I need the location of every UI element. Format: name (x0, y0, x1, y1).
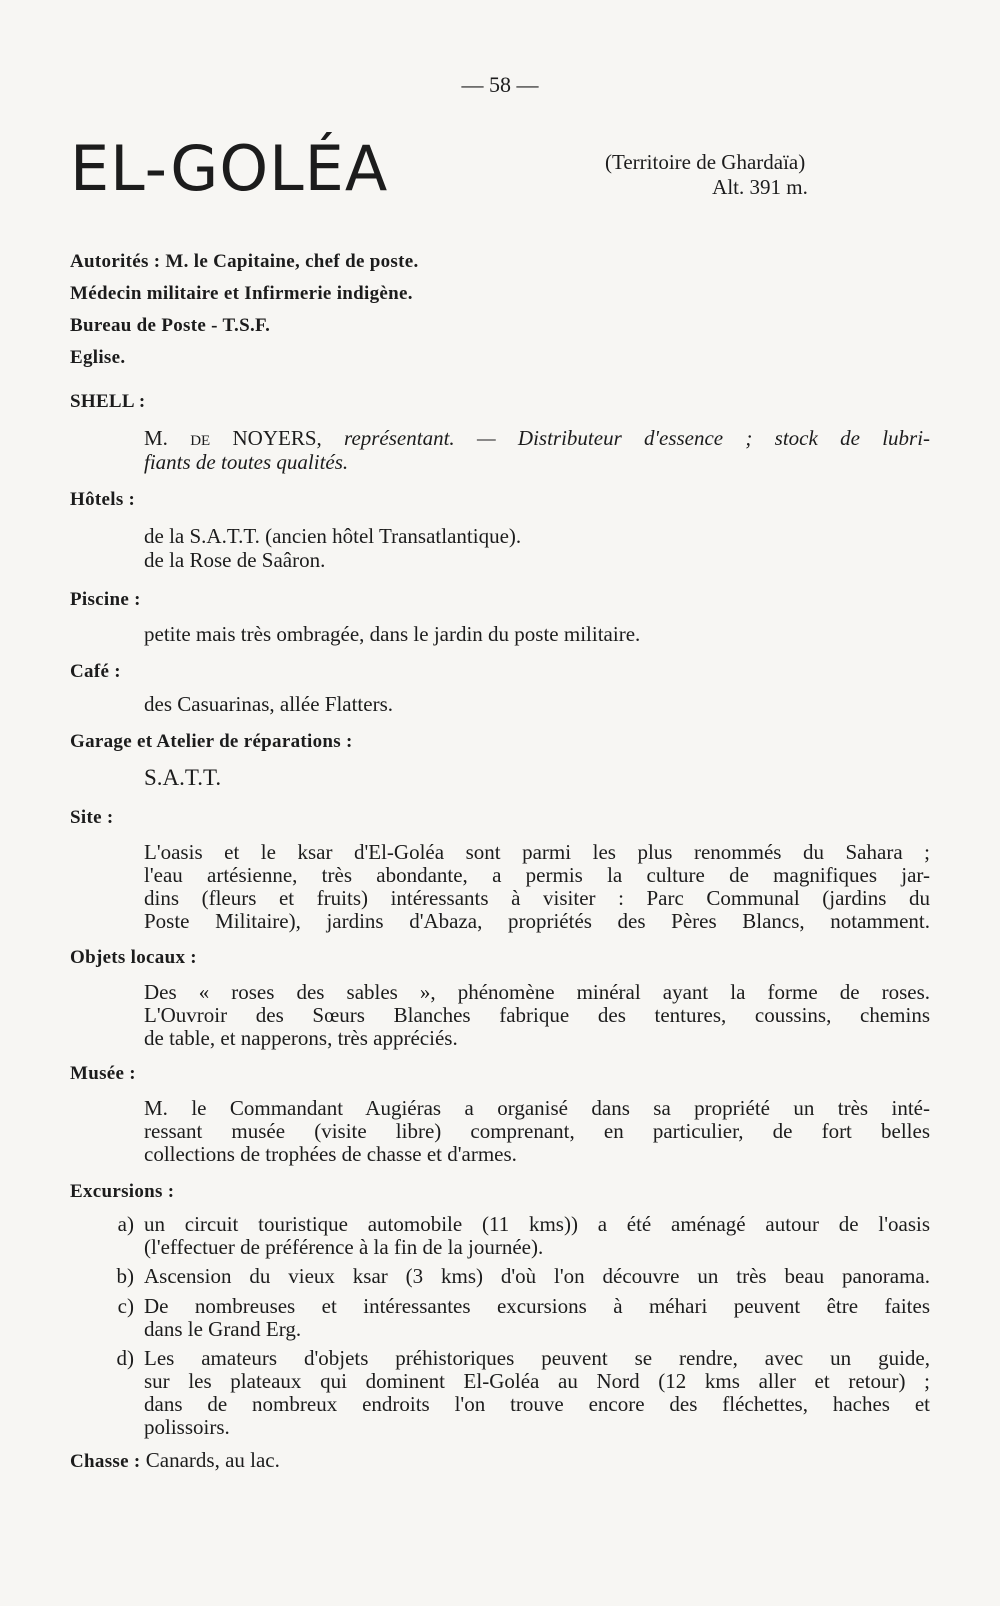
musee-line: ressant musée (visite libre) comprenant, en particulier, de fort belles (144, 1119, 930, 1143)
musee-line: M. le Commandant Augiéras a organisé dans sa propriété un très inté- (144, 1096, 930, 1120)
site-line: l'eau artésienne, très abondante, a permis la culture de magnifiques jar- (144, 863, 930, 887)
item-line: Ascension du vieux ksar (3 kms) d'où l'on découvre un très beau panorama. (144, 1264, 930, 1288)
chasse-heading: Chasse : (70, 1451, 141, 1472)
territory-name: (Territoire de Ghardaïa) (605, 150, 806, 174)
site-line: Poste Militaire), jardins d'Abaza, propriétés des Pères Blancs, notamment. (144, 909, 930, 933)
territory-block (605, 150, 885, 200)
authorities-line: Autorités : M. le Capitaine, chef de poste. (70, 251, 419, 272)
item-line: dans le Grand Erg. (144, 1317, 302, 1341)
item-line: dans de nombreux endroits l'on trouve encore des fléchettes, haches et (144, 1392, 930, 1416)
item-line: un circuit touristique automobile (11 kms)) a été aménagé autour de l'oasis (144, 1212, 930, 1236)
item-line: polissoirs. (144, 1415, 230, 1439)
shell-role: représentant. (344, 426, 455, 450)
chasse-line (70, 1448, 280, 1474)
shell-prefix: M. (144, 426, 168, 450)
shell-heading: SHELL : (70, 391, 146, 412)
shell-line-2: fiants de toutes qualités. (144, 450, 349, 474)
item-letter: a) (117, 1212, 134, 1236)
eglise-line: Eglise. (70, 347, 126, 368)
item-line: sur les plateaux qui dominent El-Goléa au Nord (12 kms aller et retour) ; (144, 1369, 930, 1393)
hotels-heading: Hôtels : (70, 489, 136, 510)
objets-heading: Objets locaux : (70, 947, 197, 968)
bureau-line: Bureau de Poste - T.S.F. (70, 315, 271, 336)
medecin-line: Médecin militaire et Infirmerie indigène. (70, 283, 413, 304)
piscine-heading: Piscine : (70, 589, 141, 610)
item-line: (l'effectuer de préférence à la fin de la journée). (144, 1235, 544, 1259)
hotels-line-2: de la Rose de Saâron. (144, 548, 326, 572)
excursions-heading: Excursions : (70, 1181, 175, 1202)
garage-heading: Garage et Atelier de réparations : (70, 731, 353, 752)
shell-distributor: — Distributeur d'essence ; stock de lubri- (476, 426, 931, 450)
objets-line: Des « roses des sables », phénomène minéral ayant la forme de roses. (144, 980, 930, 1004)
item-letter: d) (116, 1346, 134, 1370)
page-title: EL-GOLÉA (70, 132, 389, 205)
site-heading: Site : (70, 807, 114, 828)
garage-text: S.A.T.T. (144, 765, 222, 790)
hotels-line-1: de la S.A.T.T. (ancien hôtel Transatlantique). (144, 524, 522, 548)
shell-line-1 (144, 426, 930, 450)
site-line: L'oasis et le ksar d'El-Goléa sont parmi les plus renommés du Sahara ; (144, 840, 930, 864)
shell-particle: de (190, 426, 211, 450)
cafe-text: des Casuarinas, allée Flatters. (144, 692, 394, 716)
objets-line: de table, et napperons, très appréciés. (144, 1026, 458, 1050)
item-letter: c) (117, 1294, 134, 1318)
cafe-heading: Café : (70, 661, 121, 682)
page-number: — 58 — (461, 72, 539, 97)
item-line: Les amateurs d'objets préhistoriques peuvent se rendre, avec un guide, (144, 1346, 930, 1370)
objets-line: L'Ouvroir des Sœurs Blanches fabrique des tentures, coussins, chemins (144, 1003, 930, 1027)
musee-heading: Musée : (70, 1063, 136, 1084)
altitude: Alt. 391 m. (712, 175, 808, 199)
musee-line: collections de trophées de chasse et d'armes. (144, 1142, 517, 1166)
chasse-text: Canards, au lac. (145, 1448, 280, 1472)
shell-name: NOYERS, (232, 426, 322, 450)
piscine-text: petite mais très ombragée, dans le jardin du poste militaire. (144, 622, 641, 646)
site-line: dins (fleurs et fruits) intéressants à visiter : Parc Communal (jardins du (144, 886, 930, 910)
item-line: De nombreuses et intéressantes excursions à méhari peuvent être faites (144, 1294, 930, 1318)
item-letter: b) (116, 1264, 134, 1288)
